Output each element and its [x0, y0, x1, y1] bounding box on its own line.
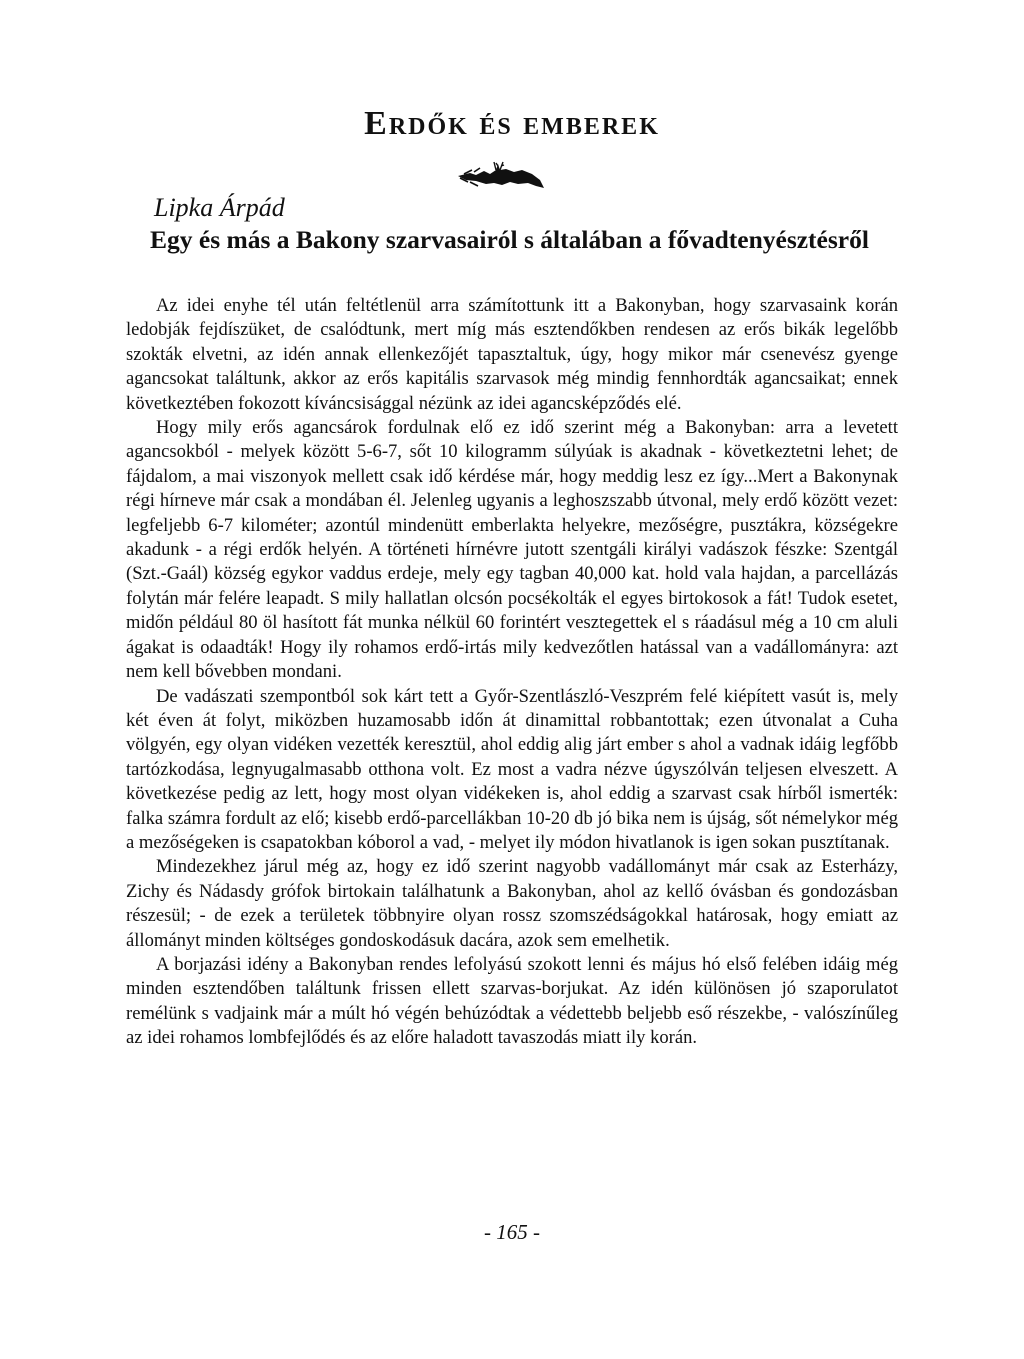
author-name: Lipka Árpád [154, 193, 285, 222]
paragraph: Az idei enyhe tél után feltétlenül arra számítottunk itt a Bakonyban, hogy szarvasaink korán ledobják fejdíszüket, de csalódtunk, mert míg más esztendőkben rendesen az erős bikák legelőbb szokták elvetni, az idén annak ellenkezőjét tapasztaltuk, úgy, hogy mikor már csenevész gyenge agancsokat találtunk, akkor az erős kapitális szarvasok még mindig fennhordták agancsaikat; ennek következtében fokozott kíváncsisággal nézünk az idei agancsképződés elé. [126, 295, 898, 414]
article-body [126, 294, 898, 1051]
page-number: - 165 - [484, 1220, 540, 1244]
deer-vignette-icon [456, 160, 548, 194]
article-title: Egy és más a Bakony szarvasairól s általában a fővadtenyésztésről [150, 225, 869, 254]
paragraph: Mindezekhez járul még az, hogy ez idő szerint nagyobb vadállományt már csak az Esterházy, Zichy és Nádasdy grófok birtokain találhatunk a Bakonyban, ahol az kellő óvásban és gondozásban részesül; - de ezek a területek többnyire olyan rossz szomszédságokkal határosak, hogy emiatt az állományt minden költséges gondoskodásuk dacára, azok sem emelhetik. [126, 856, 898, 951]
section-heading: Erdők és emberek [364, 105, 660, 142]
paragraph: Hogy mily erős agancsárok fordulnak elő ez idő szerint még a Bakonyban: arra a levetett agancsokból - melyek között 5-6-7, sőt 10 kilogramm súlyúak is akadnak - következtetni lehet; de fájdalom, a mai viszonyok mellett csak idő kérdése már, hogy meddig lesz ez így...Mert a Bakonynak régi hírneve már csak a mondában él. Jelenleg ugyanis a leghoszszabb útvonal, mely erdő között vezet: legfeljebb 6-7 kilométer; azontúl mindenütt emberlakta helyekre, mezőségre, pusztákra, községekre akadunk - a régi erdők helyén. A történeti hírnévre jutott szentgáli királyi vadászok fészke: Szentgál (Szt.-Gaál) község egykor vaddus erdeje, mely egy tagban 40,000 kat. hold vala hajdan, a parcellázás folytán már felére leapadt. S mily hallatlan olcsón pocsékolták el egyes birtokosok a fát! Tudok esetet, midőn például 80 öl hasított fát munka nélkül 60 forintért vesztegettek el s ráadásul még a 10 cm aluli ágakat is odaadták! Hogy ily rohamos erdő-irtás mily kedvezőtlen hatással van a vadállományra: azt nem kell bővebben mondani. [126, 417, 898, 683]
paragraph: De vadászati szempontból sok kárt tett a Győr-Szentlászló-Veszprém felé kiépített vasút is, mely két éven át folyt, miközben huzamosabb időn át dinamittal robbantottak; ezen útvonalat a Cuha völgyén, egy olyan vidéken vezették keresztül, ahol eddig alig járt ember s ahol a vadnak idáig legfőbb tartózkodása, legnyugalmasabb otthona volt. Ez most a vadra nézve úgyszólván teljesen elveszett. A következése pedig az lett, hogy most olyan vidékeken is, ahol eddig a szarvast csak hírből ismerték: falka számra fordult az elő; kisebb erdő-parcellákban 10-20 db jó bika nem is újság, sőt némelykor még a mezőségeken is csapatokban kóborol a vad, - melyet ily módon hivatlanok is igen sokan pusztítanak. [126, 685, 898, 853]
paragraph: A borjazási idény a Bakonyban rendes lefolyású szokott lenni és május hó első felében idáig még minden esztendőben találtunk frissen ellett szarvas-borjukat. Az idén különösen jó szaporulatot remélünk s vadjaink már a múlt hó végén behúzódtak a védettebb beljebb eső részekbe, - valószínűleg az idei rohamos lombfejlődés és az előre haladott tavaszodás miatt ily korán. [126, 953, 898, 1049]
